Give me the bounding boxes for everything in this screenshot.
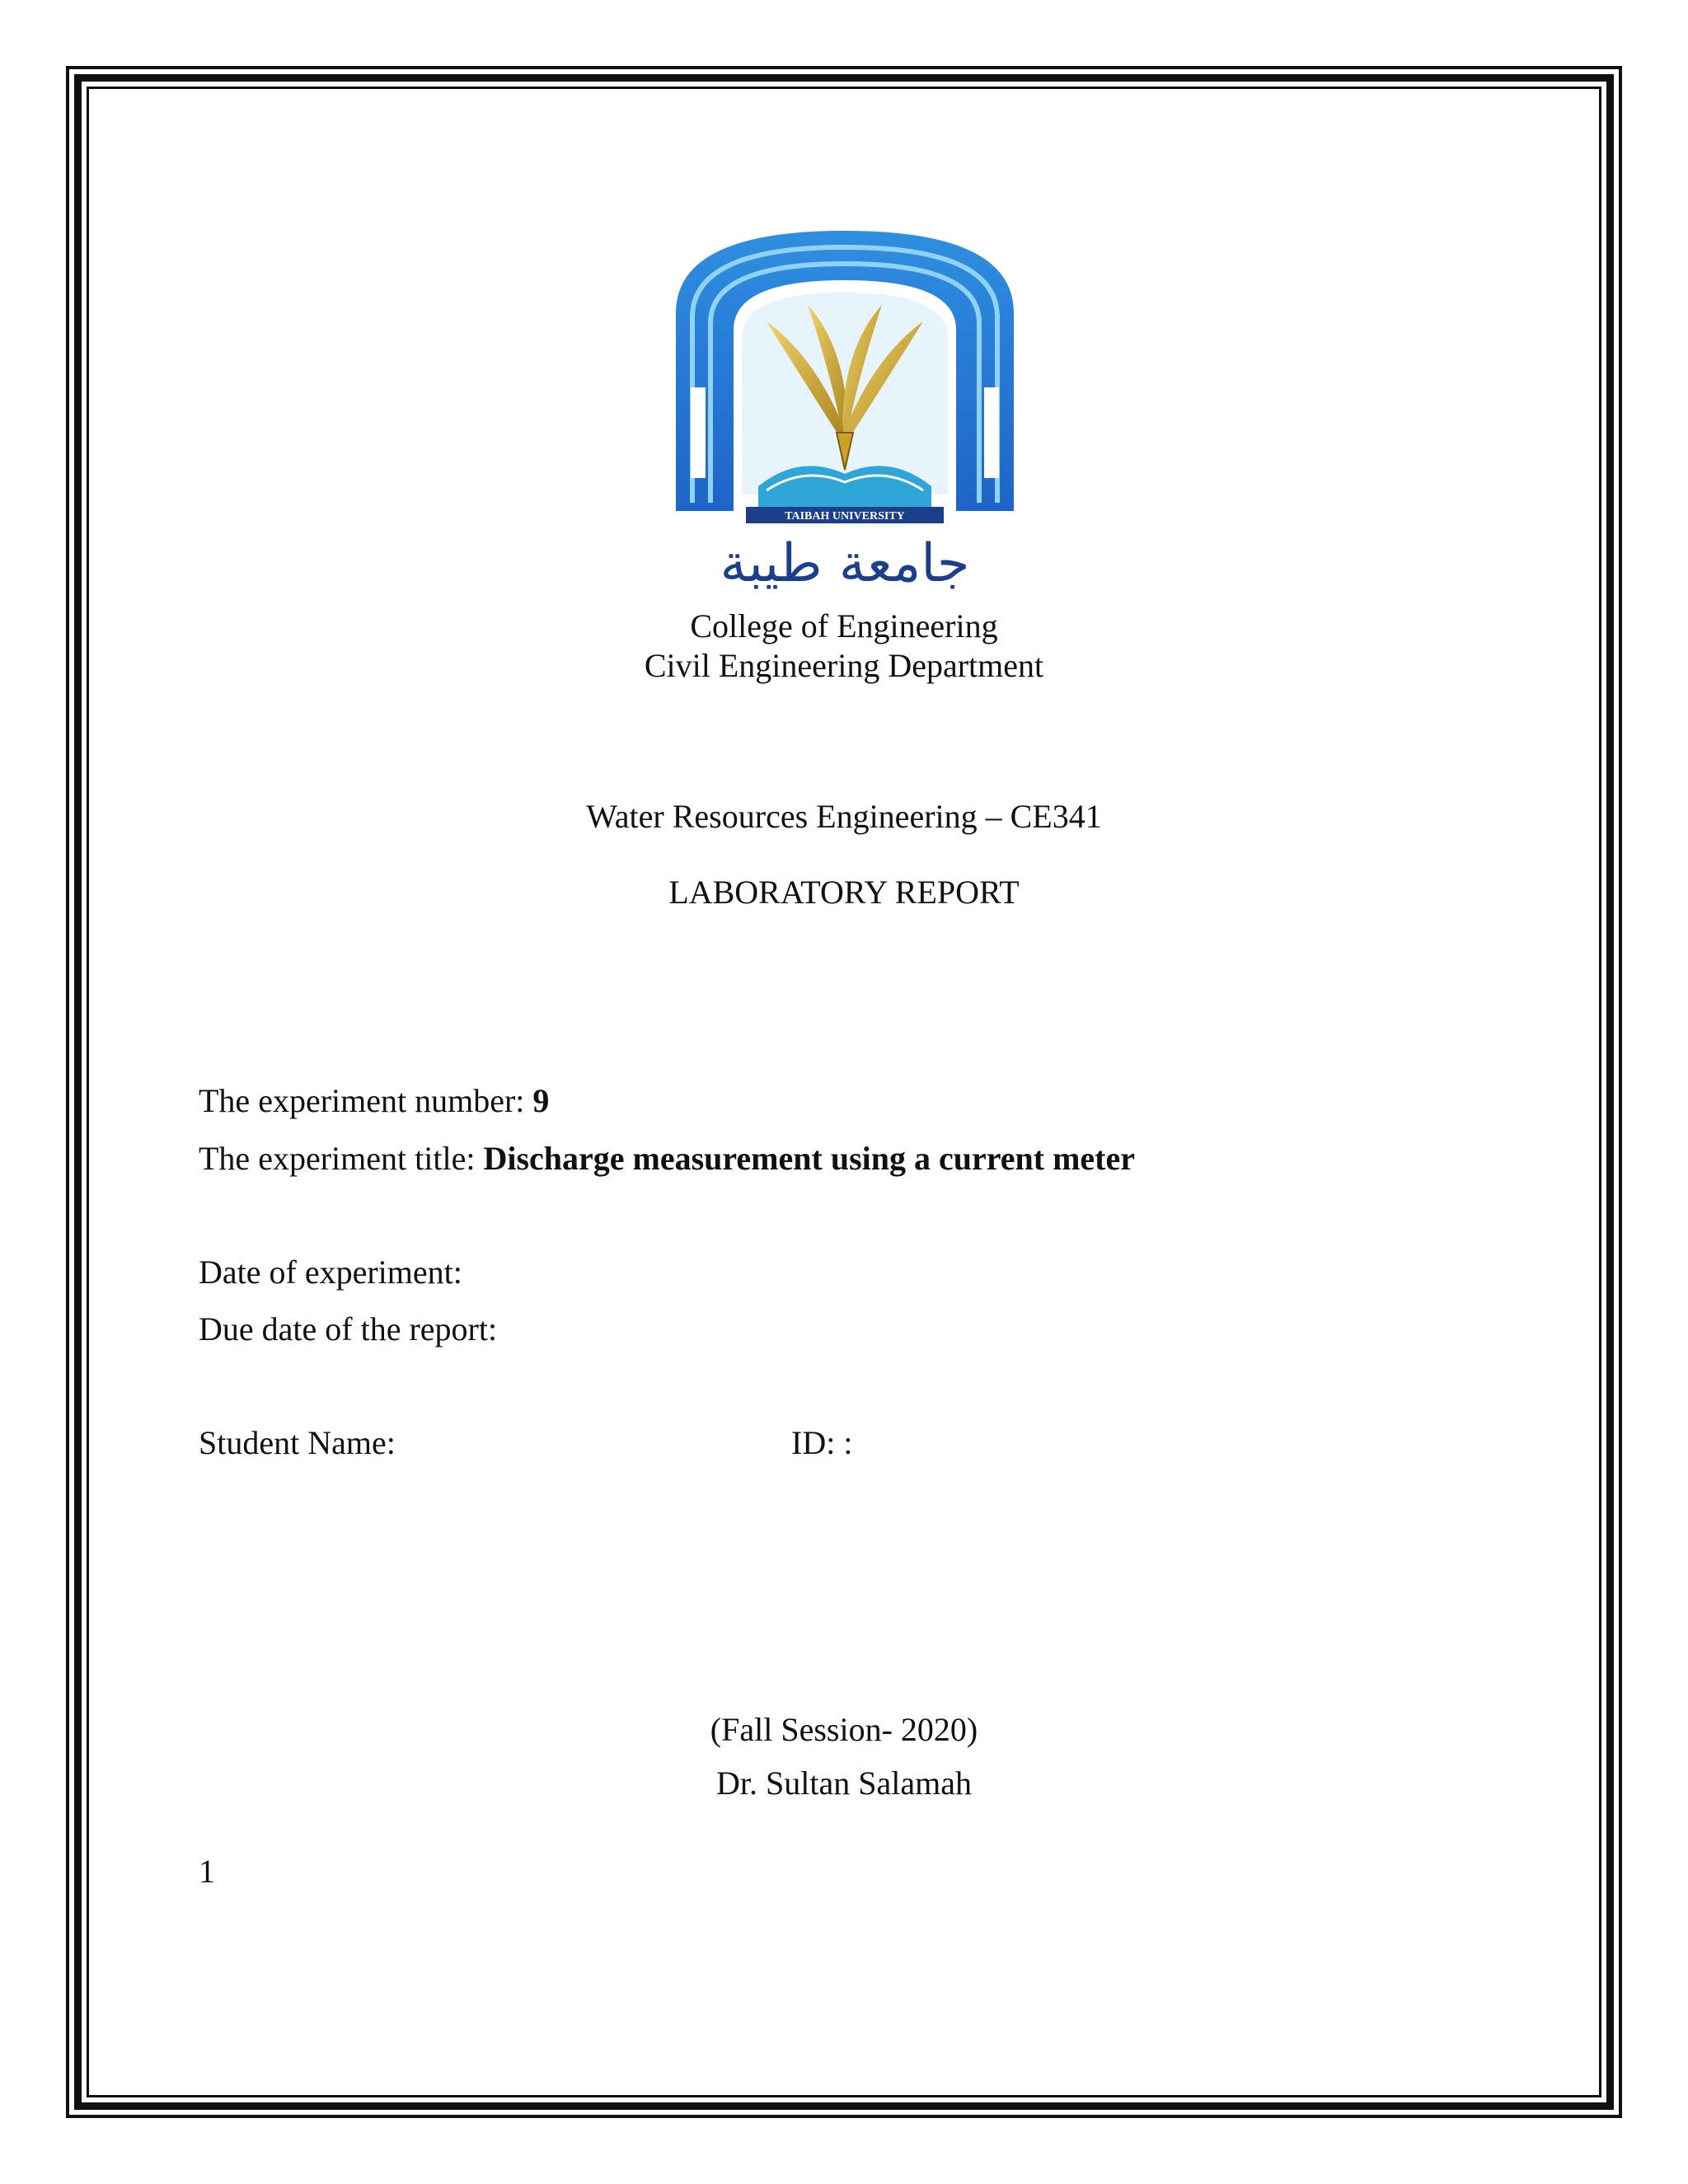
logo-arabic-text: جامعة طيبة [720, 533, 970, 593]
page-number: 1 [199, 1853, 215, 1890]
university-logo [668, 223, 1022, 593]
logo-english-text: TAIBAH UNIVERSITY [785, 510, 905, 523]
department-name: Civil Engineering Department [644, 647, 1044, 684]
due-date-label: Due date of the report: [199, 1310, 498, 1347]
experiment-number-label: The experiment number: [199, 1082, 525, 1119]
student-id-label: ID: : [791, 1424, 853, 1461]
student-name-label: Student Name: [199, 1424, 396, 1461]
session: (Fall Session- 2020) [710, 1711, 978, 1748]
experiment-number-line [199, 1081, 549, 1121]
course-title: Water Resources Engineering – CE341 [586, 798, 1102, 835]
experiment-title-line [199, 1139, 1135, 1179]
college-name: College of Engineering [690, 607, 998, 644]
date-of-experiment-label: Date of experiment: [199, 1254, 462, 1291]
report-type: LABORATORY REPORT [668, 874, 1020, 911]
instructor-name: Dr. Sultan Salamah [716, 1765, 972, 1802]
experiment-title-value: Discharge measurement using a current meter [483, 1140, 1136, 1177]
experiment-title-label: The experiment title: [199, 1140, 476, 1177]
experiment-number-value: 9 [532, 1082, 550, 1119]
